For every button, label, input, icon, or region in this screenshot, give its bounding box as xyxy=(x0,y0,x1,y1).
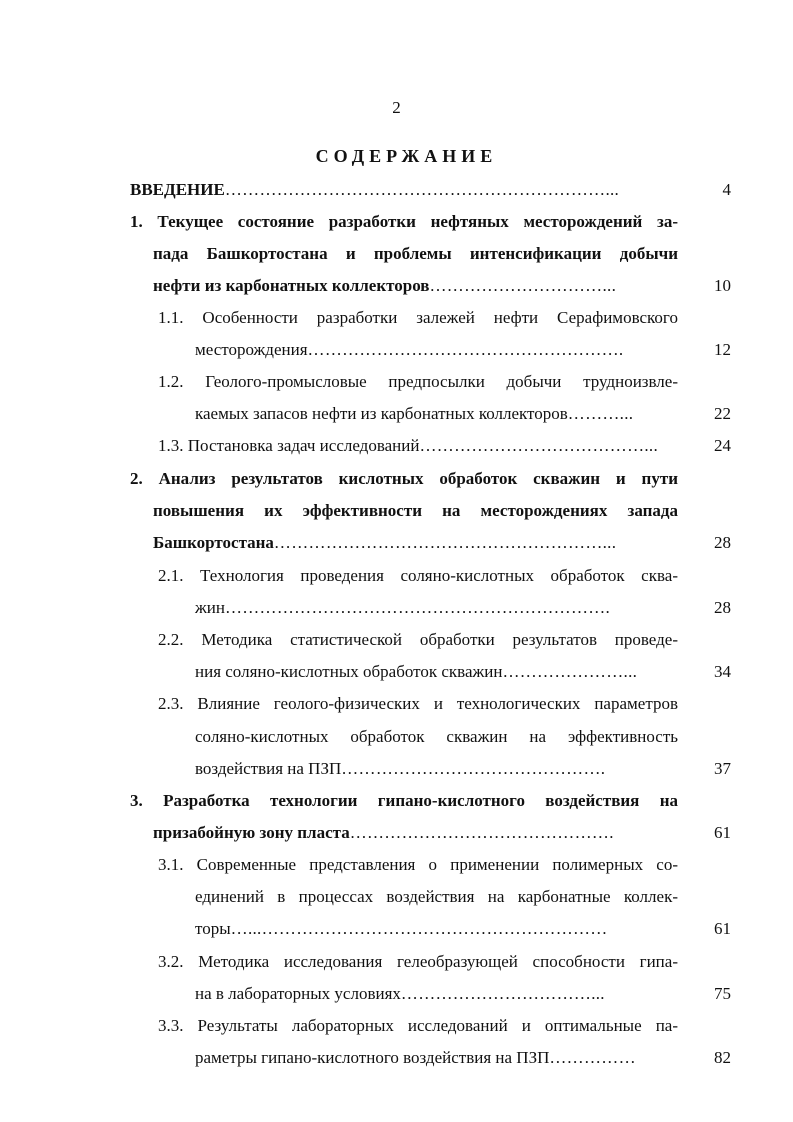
toc-intro-label: ВВЕДЕНИЕ xyxy=(130,180,225,199)
toc-ch3-line1: 3. Разработка технологии гипано-кислотного воздействия на xyxy=(130,791,678,810)
toc-leader: ………... xyxy=(567,404,634,423)
toc-s12-line2-text: каемых запасов нефти из карбонатных коллекторов xyxy=(195,404,568,423)
toc-entry-intro xyxy=(130,174,680,206)
toc-s22-line2-text: ния соляно-кислотных обработок скважин xyxy=(195,662,503,681)
toc-s23-line1: 2.3. Влияние геолого-физических и технологических параметров xyxy=(158,694,678,713)
toc-s31-line1: 3.1. Современные представления о применении полимерных со- xyxy=(158,855,678,874)
toc-ch2-line3-text: Башкортостана xyxy=(153,533,274,552)
toc-ch2-line2: повышения их эффективности на месторождениях запада xyxy=(153,501,678,520)
toc-ch2-page: 28 xyxy=(714,533,731,552)
toc-s33-line1: 3.3. Результаты лабораторных исследований и оптимальные па- xyxy=(158,1016,678,1035)
toc-ch3-line2-text: призабойную зону пласта xyxy=(153,823,350,842)
toc-s13-line1-text: 1.3. Постановка задач исследований xyxy=(158,436,420,455)
toc-s33-line2-text: раметры гипано-кислотного воздействия на ПЗП xyxy=(195,1048,550,1067)
toc-s21-line2-text: жин xyxy=(195,598,225,617)
toc-ch2-line1: 2. Анализ результатов кислотных обработок скважин и пути xyxy=(130,469,678,488)
toc-leader: ……………………………... xyxy=(400,984,605,1003)
toc-leader: ………………………………………………. xyxy=(307,340,624,359)
toc-s31-line3-text: торы xyxy=(195,919,231,938)
toc-s21-line1: 2.1. Технология проведения соляно-кислотных обработок сква- xyxy=(158,566,678,585)
toc-ch1-line1: 1. Текущее состояние разработки нефтяных месторождений за- xyxy=(130,212,678,231)
toc-ch1-line3-text: нефти из карбонатных коллекторов xyxy=(153,276,430,295)
toc-s31-page: 61 xyxy=(714,919,731,938)
page-number: 2 xyxy=(392,98,401,117)
toc-leader: ………………………………………. xyxy=(349,823,614,842)
toc-s22-page: 34 xyxy=(714,662,731,681)
toc-s31-line2: единений в процессах воздействия на карбонатные коллек- xyxy=(195,887,678,906)
toc-leader: …………………... xyxy=(502,662,638,681)
toc-ch1-line3 xyxy=(153,270,678,302)
toc-ch1-page: 10 xyxy=(714,276,731,295)
toc-s12-line2 xyxy=(195,398,678,430)
toc-s11-line2-text: месторождения xyxy=(195,340,308,359)
toc-leader: …...…………………………………………………… xyxy=(230,919,608,938)
toc-s11-line1: 1.1. Особенности разработки залежей нефти Серафимовского xyxy=(158,308,678,327)
toc-leader: …………………………... xyxy=(429,276,617,295)
toc-s23-line3-text: воздействия на ПЗП xyxy=(195,759,342,778)
toc-leader: …………… xyxy=(549,1048,636,1067)
toc-s21-line2 xyxy=(195,592,678,624)
toc-title: СОДЕРЖАНИЕ xyxy=(315,146,498,166)
toc-intro-page: 4 xyxy=(722,180,731,199)
toc-s22-line1: 2.2. Методика статистической обработки результатов проведе- xyxy=(158,630,678,649)
toc-s13-page: 24 xyxy=(714,436,731,455)
toc-leader: …………………………………………………………. xyxy=(224,598,611,617)
toc-leader: …………………………………... xyxy=(419,436,659,455)
toc-ch1-line2: пада Башкортостана и проблемы интенсификации добычи xyxy=(153,244,678,263)
toc-s32-line2-text: на в лабораторных условиях xyxy=(195,984,401,1003)
toc-leader: ………………………………………. xyxy=(341,759,606,778)
toc-s33-line2 xyxy=(195,1042,678,1074)
toc-s33-page: 82 xyxy=(714,1048,731,1067)
toc-s32-page: 75 xyxy=(714,984,731,1003)
toc-s23-line3 xyxy=(195,753,678,785)
toc-ch2-line3 xyxy=(153,527,678,559)
toc-s12-line1: 1.2. Геолого-промысловые предпосылки добычи трудноизвле- xyxy=(158,372,678,391)
toc-s22-line2 xyxy=(195,656,678,688)
toc-leader: …………………………………………………………... xyxy=(224,180,620,199)
toc-s32-line2 xyxy=(195,978,678,1010)
toc-ch3-line2 xyxy=(153,817,678,849)
toc-s23-line2: соляно-кислотных обработок скважин на эффективность xyxy=(195,727,678,746)
toc-s11-page: 12 xyxy=(714,340,731,359)
toc-leader: …………………………………………………... xyxy=(273,533,617,552)
toc-s21-page: 28 xyxy=(714,598,731,617)
toc-s12-page: 22 xyxy=(714,404,731,423)
toc-s32-line1: 3.2. Методика исследования гелеобразующей способности гипа- xyxy=(158,952,678,971)
toc-s23-page: 37 xyxy=(714,759,731,778)
toc-s11-line2 xyxy=(195,334,678,366)
toc-s31-line3 xyxy=(195,913,678,945)
toc-s13-line1 xyxy=(158,430,678,462)
toc-ch3-page: 61 xyxy=(714,823,731,842)
